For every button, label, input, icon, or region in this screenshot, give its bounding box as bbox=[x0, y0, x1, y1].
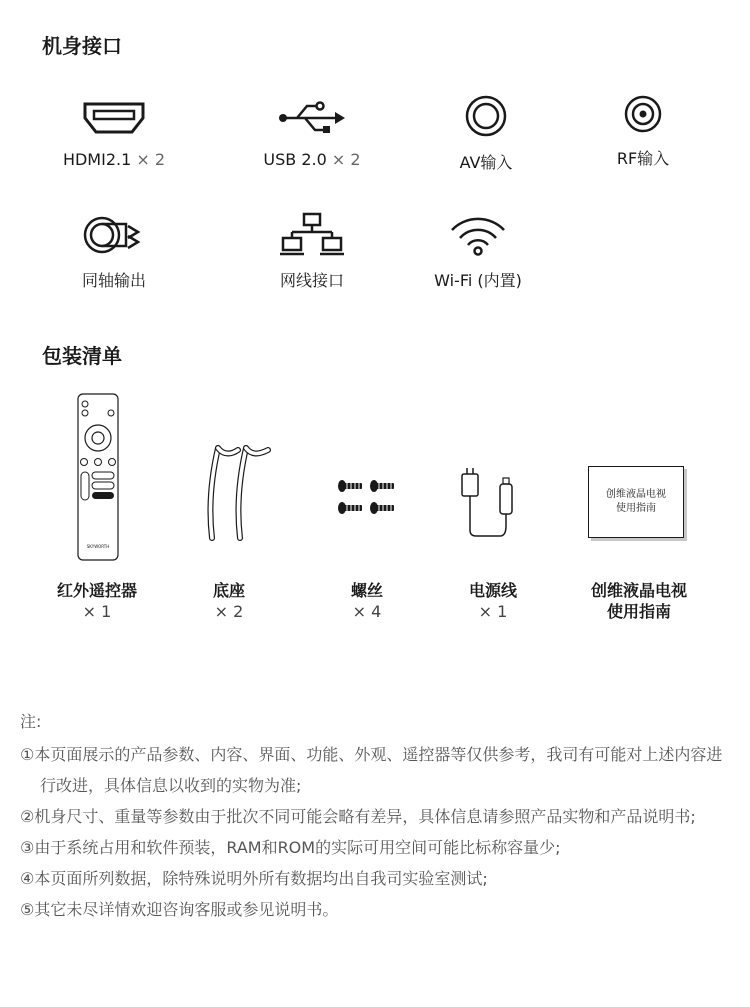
av-port-icon bbox=[406, 88, 566, 138]
port-label: 同轴输出 bbox=[81, 271, 146, 290]
port-qty: × 2 bbox=[136, 150, 166, 169]
port-hdmi bbox=[34, 88, 194, 169]
package-item-manual bbox=[564, 580, 714, 622]
user-manual-image bbox=[588, 466, 686, 538]
package-item-name: 底座 bbox=[212, 581, 245, 600]
notes-heading: 注: bbox=[20, 712, 42, 731]
interfaces-section-title: 机身接口 bbox=[42, 34, 122, 58]
coaxial-icon bbox=[34, 206, 194, 256]
port-ethernet bbox=[232, 206, 392, 291]
remote-control-image bbox=[76, 392, 120, 562]
port-qty: × 2 bbox=[331, 150, 361, 169]
package-item-power-cord bbox=[418, 580, 568, 622]
hdmi-port-icon bbox=[34, 88, 194, 138]
port-label: 网线接口 bbox=[279, 271, 344, 290]
package-section-title: 包装清单 bbox=[42, 344, 122, 368]
port-coaxial bbox=[34, 206, 194, 291]
wifi-icon bbox=[398, 206, 558, 256]
manual-cover-text: 创维液晶电视 使用指南 bbox=[606, 489, 666, 514]
package-item-qty: × 4 bbox=[352, 602, 382, 621]
screws-image bbox=[334, 474, 400, 520]
package-item-remote bbox=[22, 580, 172, 622]
ethernet-icon bbox=[232, 206, 392, 256]
package-item-name: 红外遥控器 bbox=[56, 581, 137, 600]
note-item: ②机身尺寸、重量等参数由于批次不同可能会略有差异，具体信息请参照产品实物和产品说明书; bbox=[20, 807, 696, 826]
note-item: ④本页面所列数据，除特殊说明外所有数据均出自我司实验室测试; bbox=[20, 869, 488, 888]
power-cord-image bbox=[458, 464, 522, 540]
port-wifi bbox=[398, 206, 558, 291]
rf-port-icon bbox=[563, 84, 723, 134]
stand-legs-image bbox=[202, 444, 276, 544]
remote-brand-text: SKYWORTH bbox=[86, 544, 110, 549]
port-label: HDMI2.1 bbox=[62, 150, 132, 169]
package-item-name: 螺丝 bbox=[350, 581, 383, 600]
note-item: ①本页面展示的产品参数、内容、界面、功能、外观、遥控器等仅供参考，我司有可能对上述内容进行改进，具体信息以收到的实物为准; bbox=[20, 745, 723, 795]
port-rf bbox=[563, 84, 723, 169]
note-item: ③由于系统占用和软件预装，RAM和ROM的实际可用空间可能比标称容量少; bbox=[20, 838, 561, 857]
port-label: RF输入 bbox=[616, 149, 670, 168]
package-item-name: 创维液晶电视 使用指南 bbox=[590, 581, 687, 621]
usb-icon bbox=[232, 88, 392, 138]
notes-section bbox=[20, 706, 730, 925]
package-item-qty: × 2 bbox=[214, 602, 244, 621]
port-av bbox=[406, 88, 566, 173]
package-item-stand bbox=[154, 580, 304, 622]
package-item-qty: × 1 bbox=[82, 602, 112, 621]
package-item-qty: × 1 bbox=[478, 602, 508, 621]
port-usb bbox=[232, 88, 392, 169]
port-label: Wi-Fi (内置) bbox=[434, 271, 522, 290]
note-item: ⑤其它未尽详情欢迎咨询客服或参见说明书。 bbox=[20, 900, 339, 919]
port-label: AV输入 bbox=[459, 153, 513, 172]
port-label: USB 2.0 bbox=[263, 150, 327, 169]
package-item-name: 电源线 bbox=[468, 581, 517, 600]
